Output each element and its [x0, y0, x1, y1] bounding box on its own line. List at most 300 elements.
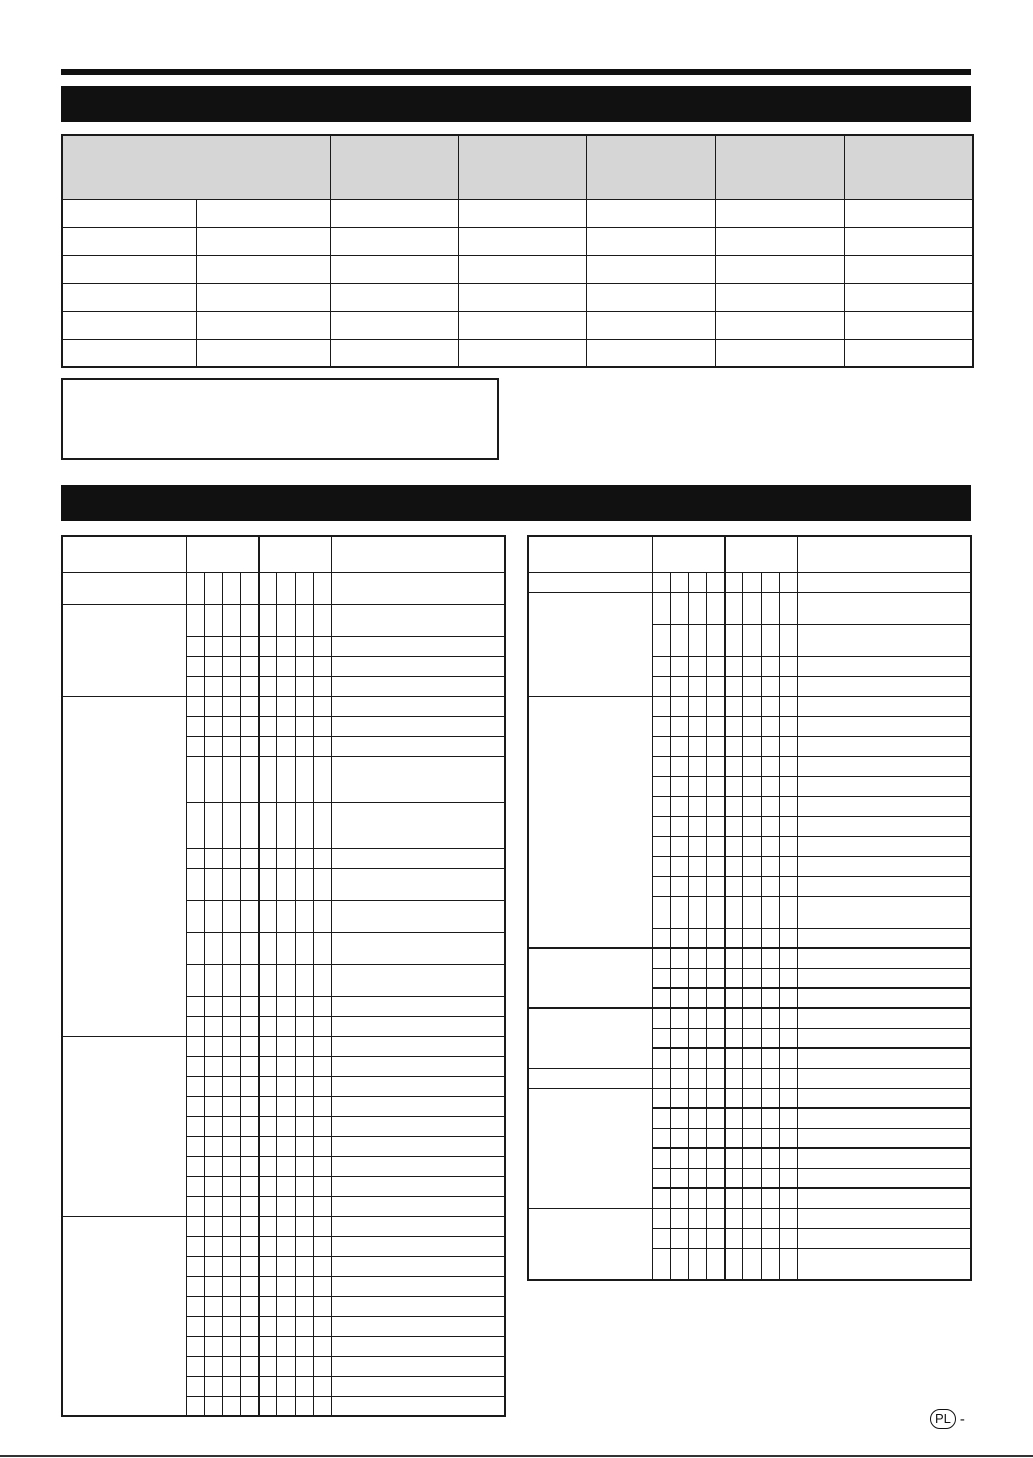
- grid-cell: [688, 928, 706, 948]
- grid-cell: [797, 988, 971, 1008]
- grid-cell: [313, 676, 331, 696]
- grid-cell: [761, 968, 779, 988]
- grid-cell: [222, 1336, 240, 1356]
- grid-cell: [688, 948, 706, 968]
- grid-cell: [277, 1316, 295, 1336]
- grid-cell: [313, 1236, 331, 1256]
- section-title-1: [61, 95, 71, 112]
- grid-cell: [331, 636, 505, 656]
- spec-row: [62, 339, 973, 367]
- grid-cell: [743, 856, 761, 876]
- grid-cell: [797, 1208, 971, 1228]
- spec-header-cell: [586, 135, 715, 199]
- grid-cell: [204, 572, 222, 604]
- grid-cell: [743, 1128, 761, 1148]
- grid-cell: [313, 932, 331, 964]
- grid-cell: [670, 1208, 688, 1228]
- grid-header-cell: [652, 536, 725, 572]
- grid-cell: [295, 736, 313, 756]
- grid-cell: [331, 932, 505, 964]
- grid-cell: [725, 1228, 743, 1248]
- grid-cell: [222, 1316, 240, 1336]
- grid-cell: [295, 1116, 313, 1136]
- grid-cell: [743, 1188, 761, 1208]
- grid-cell: [222, 716, 240, 736]
- grid-group-cell: [62, 604, 186, 696]
- grid-cell: [277, 1056, 295, 1076]
- grid-cell: [259, 1376, 277, 1396]
- grid-cell: [688, 1128, 706, 1148]
- grid-cell: [670, 1088, 688, 1108]
- grid-cell: [688, 1208, 706, 1228]
- grid-cell: [652, 1088, 670, 1108]
- grid-cell: [277, 1236, 295, 1256]
- grid-cell: [241, 756, 259, 802]
- grid-cell: [707, 696, 725, 716]
- grid-cell: [688, 836, 706, 856]
- grid-cell: [652, 856, 670, 876]
- grid-cell: [761, 624, 779, 656]
- grid-cell: [743, 1008, 761, 1028]
- grid-cell: [295, 1296, 313, 1316]
- grid-cell: [779, 1128, 797, 1148]
- grid-header-row: [528, 536, 971, 572]
- grid-cell: [186, 1216, 204, 1236]
- note-box: [61, 378, 499, 460]
- grid-cell: [259, 736, 277, 756]
- grid-header-cell: [331, 536, 505, 572]
- grid-cell: [779, 1008, 797, 1028]
- grid-cell: [779, 1048, 797, 1068]
- grid-cell: [725, 1168, 743, 1188]
- grid-cell: [204, 1056, 222, 1076]
- grid-cell: [761, 756, 779, 776]
- grid-cell: [259, 1116, 277, 1136]
- grid-cell: [313, 736, 331, 756]
- grid-cell: [313, 1056, 331, 1076]
- grid-row: [528, 592, 971, 624]
- grid-cell: [331, 1056, 505, 1076]
- grid-cell: [277, 756, 295, 802]
- grid-cell: [186, 1176, 204, 1196]
- grid-cell: [670, 1028, 688, 1048]
- grid-cell: [241, 1356, 259, 1376]
- grid-cell: [707, 1248, 725, 1280]
- grid-cell: [277, 1376, 295, 1396]
- grid-cell: [670, 796, 688, 816]
- grid-row: [62, 1216, 505, 1236]
- grid-cell: [241, 1076, 259, 1096]
- page-number: -: [959, 1410, 965, 1428]
- grid-cell: [725, 968, 743, 988]
- grid-cell: [707, 1148, 725, 1168]
- bottom-rule: [0, 1455, 1033, 1457]
- grid-cell: [186, 1276, 204, 1296]
- grid-cell: [313, 1116, 331, 1136]
- grid-cell: [331, 1256, 505, 1276]
- grid-cell: [241, 1316, 259, 1336]
- grid-cell: [241, 848, 259, 868]
- grid-cell: [186, 1016, 204, 1036]
- grid-cell: [295, 802, 313, 848]
- grid-cell: [652, 624, 670, 656]
- grid-group-cell: [528, 696, 652, 948]
- grid-cell: [186, 1376, 204, 1396]
- grid-cell: [295, 996, 313, 1016]
- grid-cell: [277, 1356, 295, 1376]
- grid-cell: [222, 1016, 240, 1036]
- grid-cell: [779, 928, 797, 948]
- grid-cell: [241, 1176, 259, 1196]
- grid-cell: [331, 1216, 505, 1236]
- grid-cell: [761, 736, 779, 756]
- grid-cell: [295, 1056, 313, 1076]
- grid-cell: [313, 572, 331, 604]
- grid-cell: [743, 1228, 761, 1248]
- grid-cell: [707, 796, 725, 816]
- grid-cell: [204, 604, 222, 636]
- grid-cell: [259, 1196, 277, 1216]
- grid-cell: [779, 988, 797, 1008]
- grid-cell: [652, 816, 670, 836]
- grid-cell: [186, 1056, 204, 1076]
- grid-cell: [652, 1008, 670, 1028]
- grid-cell: [313, 996, 331, 1016]
- grid-cell: [797, 592, 971, 624]
- grid-cell: [688, 1028, 706, 1048]
- grid-cell: [725, 928, 743, 948]
- grid-cell: [761, 1208, 779, 1228]
- grid-cell: [313, 848, 331, 868]
- grid-cell: [222, 1076, 240, 1096]
- grid-cell: [241, 1156, 259, 1176]
- grid-cell: [313, 604, 331, 636]
- grid-cell: [222, 1396, 240, 1416]
- grid-cell: [259, 932, 277, 964]
- grid-cell: [725, 896, 743, 928]
- grid-cell: [186, 932, 204, 964]
- grid-cell: [259, 1216, 277, 1236]
- grid-cell: [688, 696, 706, 716]
- grid-header-cell: [725, 536, 798, 572]
- grid-cell: [204, 656, 222, 676]
- grid-cell: [761, 1088, 779, 1108]
- grid-cell: [241, 1336, 259, 1356]
- grid-cell: [222, 848, 240, 868]
- grid-cell: [204, 932, 222, 964]
- grid-cell: [277, 1116, 295, 1136]
- grid-cell: [688, 676, 706, 696]
- grid-cell: [761, 592, 779, 624]
- grid-cell: [259, 756, 277, 802]
- grid-cell: [277, 1176, 295, 1196]
- grid-cell: [186, 964, 204, 996]
- grid-cell: [222, 964, 240, 996]
- grid-cell: [725, 1048, 743, 1068]
- grid-cell: [241, 1036, 259, 1056]
- grid-cell: [241, 604, 259, 636]
- grid-row: [528, 1208, 971, 1228]
- grid-cell: [725, 1028, 743, 1048]
- grid-cell: [186, 1256, 204, 1276]
- grid-cell: [707, 1228, 725, 1248]
- grid-cell: [331, 1116, 505, 1136]
- grid-cell: [241, 1056, 259, 1076]
- grid-cell: [331, 1276, 505, 1296]
- grid-cell: [743, 968, 761, 988]
- grid-cell: [779, 816, 797, 836]
- grid-cell: [295, 636, 313, 656]
- grid-cell: [222, 1356, 240, 1376]
- grid-cell: [688, 1148, 706, 1168]
- grid-cell: [331, 676, 505, 696]
- grid-cell: [670, 656, 688, 676]
- grid-cell: [652, 948, 670, 968]
- grid-cell: [241, 1096, 259, 1116]
- grid-cell: [688, 592, 706, 624]
- grid-cell: [670, 572, 688, 592]
- grid-cell: [743, 1028, 761, 1048]
- grid-cell: [204, 1336, 222, 1356]
- grid-cell: [277, 1076, 295, 1096]
- grid-cell: [779, 1248, 797, 1280]
- grid-cell: [295, 1216, 313, 1236]
- grid-cell: [186, 1156, 204, 1176]
- grid-cell: [241, 716, 259, 736]
- grid-cell: [725, 816, 743, 836]
- grid-cell: [670, 676, 688, 696]
- grid-cell: [331, 1016, 505, 1036]
- grid-cell: [259, 572, 277, 604]
- grid-cell: [797, 656, 971, 676]
- grid-cell: [761, 1248, 779, 1280]
- grid-cell: [313, 1036, 331, 1056]
- grid-cell: [797, 1168, 971, 1188]
- grid-cell: [761, 988, 779, 1008]
- grid-header-cell: [797, 536, 971, 572]
- grid-cell: [797, 1228, 971, 1248]
- grid-cell: [707, 776, 725, 796]
- grid-cell: [331, 900, 505, 932]
- grid-header-cell: [528, 536, 652, 572]
- grid-cell: [797, 716, 971, 736]
- grid-cell: [707, 676, 725, 696]
- grid-cell: [331, 572, 505, 604]
- grid-cell: [670, 756, 688, 776]
- grid-cell: [779, 756, 797, 776]
- grid-cell: [652, 1048, 670, 1068]
- grid-cell: [707, 716, 725, 736]
- grid-cell: [259, 900, 277, 932]
- grid-cell: [652, 1228, 670, 1248]
- grid-cell: [652, 1068, 670, 1088]
- grid-cell: [688, 1188, 706, 1208]
- grid-cell: [652, 896, 670, 928]
- grid-cell: [295, 1316, 313, 1336]
- grid-cell: [204, 1176, 222, 1196]
- grid-cell: [277, 572, 295, 604]
- grid-cell: [797, 624, 971, 656]
- spec-row: [62, 311, 973, 339]
- grid-cell: [204, 696, 222, 716]
- grid-cell: [204, 1376, 222, 1396]
- grid-cell: [707, 836, 725, 856]
- grid-cell: [331, 996, 505, 1016]
- grid-cell: [277, 1136, 295, 1156]
- grid-cell: [743, 624, 761, 656]
- grid-cell: [277, 868, 295, 900]
- grid-cell: [295, 1256, 313, 1276]
- grid-cell: [652, 1248, 670, 1280]
- grid-cell: [241, 1376, 259, 1396]
- grid-cell: [186, 1116, 204, 1136]
- grid-cell: [186, 802, 204, 848]
- grid-cell: [743, 836, 761, 856]
- grid-cell: [313, 1396, 331, 1416]
- grid-cell: [688, 736, 706, 756]
- grid-cell: [331, 604, 505, 636]
- grid-cell: [186, 636, 204, 656]
- grid-cell: [797, 1028, 971, 1048]
- grid-cell: [222, 1256, 240, 1276]
- grid-cell: [295, 1156, 313, 1176]
- grid-cell: [186, 1396, 204, 1416]
- grid-cell: [295, 1036, 313, 1056]
- grid-cell: [797, 1248, 971, 1280]
- grid-cell: [241, 696, 259, 716]
- grid-cell: [652, 796, 670, 816]
- grid-cell: [652, 696, 670, 716]
- grid-cell: [204, 868, 222, 900]
- grid-cell: [761, 1108, 779, 1128]
- grid-cell: [743, 656, 761, 676]
- grid-cell: [222, 1376, 240, 1396]
- grid-cell: [743, 676, 761, 696]
- section-header-bar-1: [61, 86, 971, 122]
- grid-cell: [186, 572, 204, 604]
- grid-cell: [331, 1316, 505, 1336]
- grid-cell: [797, 928, 971, 948]
- grid-cell: [670, 1168, 688, 1188]
- grid-cell: [241, 1016, 259, 1036]
- grid-header-row: [62, 536, 505, 572]
- grid-cell: [295, 1236, 313, 1256]
- grid-cell: [779, 1168, 797, 1188]
- grid-cell: [313, 1216, 331, 1236]
- grid-cell: [670, 1248, 688, 1280]
- grid-cell: [797, 1068, 971, 1088]
- grid-cell: [186, 696, 204, 716]
- grid-cell: [277, 1396, 295, 1416]
- grid-row: [528, 696, 971, 716]
- grid-cell: [761, 1008, 779, 1028]
- grid-cell: [277, 1196, 295, 1216]
- grid-cell: [761, 572, 779, 592]
- grid-cell: [331, 1076, 505, 1096]
- grid-cell: [797, 896, 971, 928]
- grid-cell: [331, 696, 505, 716]
- grid-group-cell: [528, 1088, 652, 1208]
- grid-cell: [797, 756, 971, 776]
- grid-cell: [707, 624, 725, 656]
- grid-cell: [204, 1076, 222, 1096]
- grid-cell: [688, 572, 706, 592]
- grid-header-cell: [186, 536, 259, 572]
- grid-cell: [743, 1108, 761, 1128]
- grid-cell: [241, 636, 259, 656]
- grid-cell: [707, 756, 725, 776]
- grid-cell: [204, 1196, 222, 1216]
- grid-group-cell: [528, 1068, 652, 1088]
- grid-cell: [743, 776, 761, 796]
- grid-cell: [797, 1048, 971, 1068]
- grid-cell: [295, 1336, 313, 1356]
- spec-header-row: [62, 135, 973, 199]
- grid-cell: [295, 1096, 313, 1116]
- grid-cell: [313, 1156, 331, 1176]
- grid-cell: [670, 856, 688, 876]
- spec-header-cell: [62, 135, 330, 199]
- grid-cell: [797, 876, 971, 896]
- grid-cell: [295, 848, 313, 868]
- grid-cell: [652, 1028, 670, 1048]
- grid-cell: [761, 1148, 779, 1168]
- grid-cell: [743, 1048, 761, 1068]
- grid-cell: [652, 592, 670, 624]
- grid-cell: [277, 932, 295, 964]
- grid-cell: [707, 928, 725, 948]
- grid-cell: [259, 1076, 277, 1096]
- grid-cell: [761, 1128, 779, 1148]
- grid-cell: [707, 1068, 725, 1088]
- grid-cell: [652, 1188, 670, 1208]
- grid-cell: [331, 1156, 505, 1176]
- grid-cell: [761, 896, 779, 928]
- grid-cell: [707, 736, 725, 756]
- grid-cell: [688, 896, 706, 928]
- grid-cell: [652, 656, 670, 676]
- grid-cell: [259, 656, 277, 676]
- grid-cell: [259, 1156, 277, 1176]
- grid-cell: [688, 856, 706, 876]
- grid-cell: [725, 1188, 743, 1208]
- grid-group-cell: [528, 1008, 652, 1068]
- grid-cell: [761, 1028, 779, 1048]
- grid-cell: [222, 636, 240, 656]
- grid-cell: [204, 1016, 222, 1036]
- grid-cell: [670, 1188, 688, 1208]
- grid-cell: [259, 1176, 277, 1196]
- grid-cell: [313, 656, 331, 676]
- grid-cell: [241, 1236, 259, 1256]
- grid-cell: [241, 1256, 259, 1276]
- grid-cell: [797, 1088, 971, 1108]
- grid-cell: [761, 856, 779, 876]
- grid-cell: [331, 1396, 505, 1416]
- grid-cell: [313, 1276, 331, 1296]
- grid-cell: [652, 1148, 670, 1168]
- language-badge: PL: [930, 1409, 956, 1429]
- grid-cell: [725, 1248, 743, 1280]
- grid-cell: [761, 816, 779, 836]
- grid-cell: [652, 1168, 670, 1188]
- grid-cell: [688, 1048, 706, 1068]
- grid-cell: [241, 964, 259, 996]
- grid-cell: [779, 948, 797, 968]
- grid-cell: [295, 676, 313, 696]
- grid-cell: [241, 1276, 259, 1296]
- grid-cell: [797, 1008, 971, 1028]
